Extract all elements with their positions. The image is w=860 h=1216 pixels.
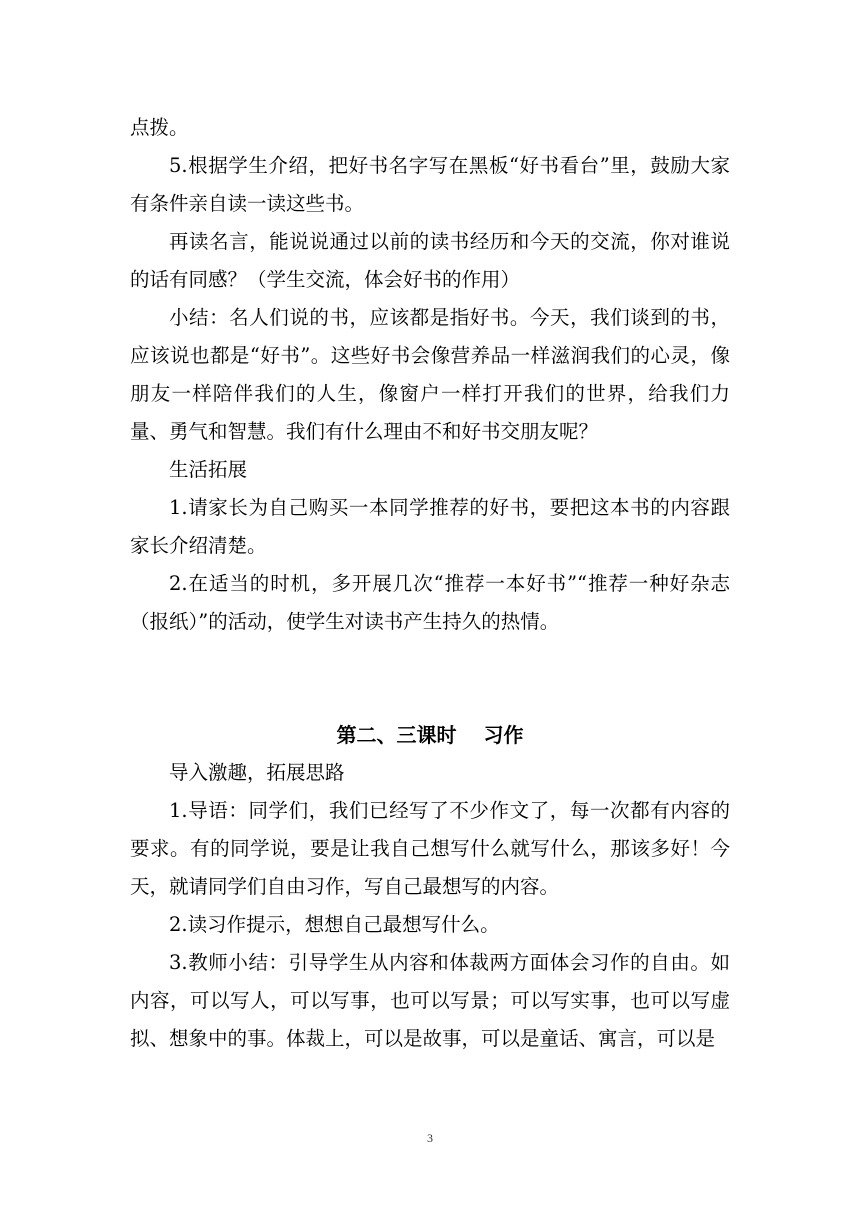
page-number: 3 xyxy=(427,1131,433,1145)
paragraph-life-extension-title: 生活拓展 xyxy=(169,458,248,481)
paragraph-guide-1: 1.导语：同学们，我们已经写了不少作文了，每一次都有内容的要求。有的同学说，要是让我自己想写什么就写什么，那该多好！今天，就请同学们自由习作，写自己最想写的内容。 xyxy=(130,799,730,898)
paragraph-step-5: 5.根据学生介绍，把好书名字写在黑板“好书看台”里，鼓励大家有条件亲自读一读这些书。 xyxy=(130,154,730,215)
paragraph-summary: 小结：名人们说的书，应该都是指好书。今天，我们谈到的书，应该说也都是“好书”。这些好书会像营养品一样滋润我们的心灵，像朋友一样陪伴我们的人生，像窗户一样打开我们的世界，给我们力量、勇气和智慧。我们有什么理由不和好书交朋友呢？ xyxy=(130,306,730,443)
paragraph-extension-1: 1.请家长为自己购买一本同学推荐的好书，要把这本书的内容跟家长介绍清楚。 xyxy=(130,496,730,557)
paragraph-guide-2: 2.读习作提示，想想自己最想写什么。 xyxy=(169,913,500,936)
paragraph-reread-quotes: 再读名言，能说说通过以前的读书经历和今天的交流，你对谁说的话有同感？（学生交流，体会好书的作用） xyxy=(130,230,730,291)
paragraph-guide-3: 3.教师小结：引导学生从内容和体裁两方面体会习作的自由。如内容，可以写人，可以写事，也可以写景；可以写实事，也可以写虚拟、想象中的事。体裁上，可以是故事，可以是童话、寓言，可以是 xyxy=(130,951,730,1050)
section-heading: 第二、三课时 习作 xyxy=(336,723,524,747)
paragraph-continuation: 点拨。 xyxy=(130,116,189,139)
paragraph-extension-2: 2.在适当的时机，多开展几次“推荐一本好书”“推荐一种好杂志（报纸）”的活动，使学生对读书产生持久的热情。 xyxy=(130,572,730,633)
paragraph-intro-title: 导入激趣，拓展思路 xyxy=(169,761,345,784)
